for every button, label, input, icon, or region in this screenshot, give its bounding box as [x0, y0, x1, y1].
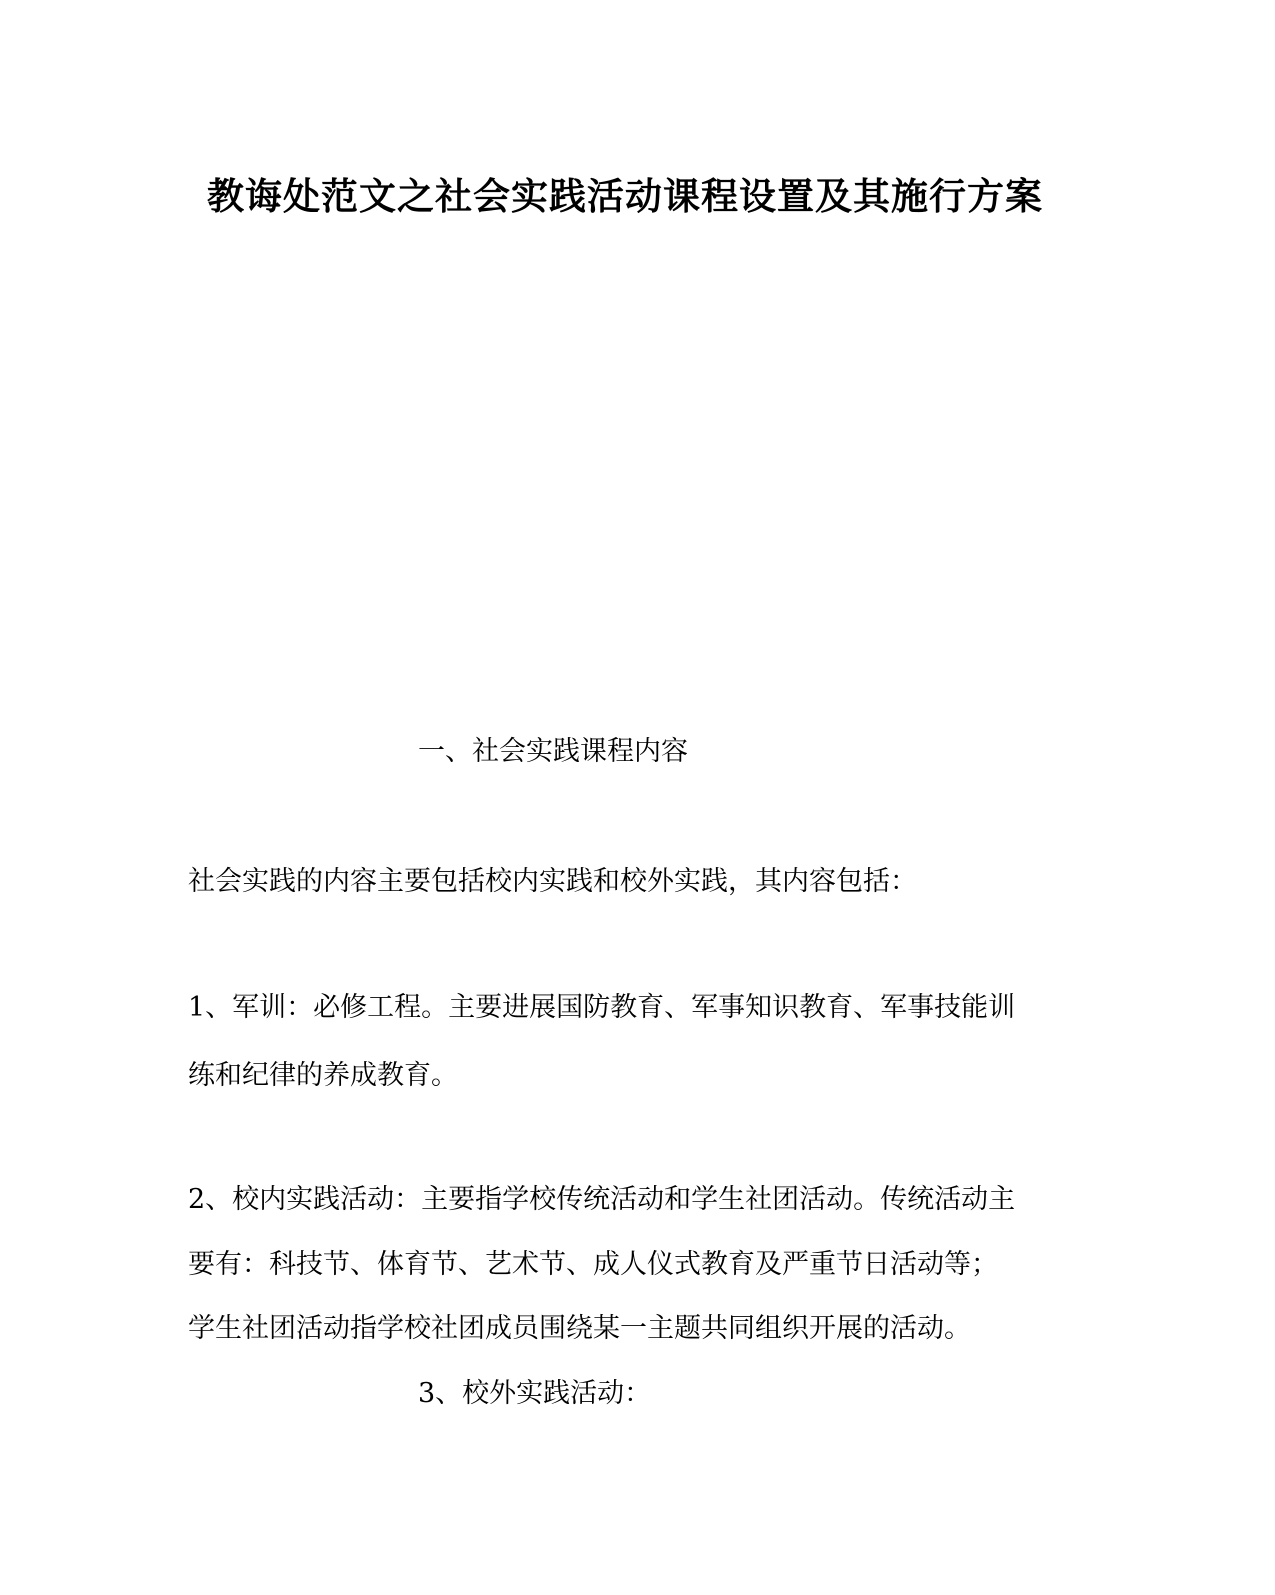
item-3-line-1: 3、校外实践活动： — [418, 1378, 652, 1409]
item-1-line-2: 练和纪律的养成教育。 — [188, 1060, 458, 1091]
section-heading: 一、社会实践课程内容 — [418, 736, 688, 767]
item-2-line-1: 2、校内实践活动：主要指学校传统活动和学生社团活动。传统活动主 — [188, 1184, 1016, 1215]
item-2-line-3: 学生社团活动指学校社团成员围绕某一主题共同组织开展的活动。 — [188, 1313, 971, 1344]
page-title: 教诲处范文之社会实践活动课程设置及其施行方案 — [207, 174, 1043, 218]
item-1-line-1: 1、军训：必修工程。主要进展国防教育、军事知识教育、军事技能训 — [188, 992, 1016, 1023]
intro-paragraph: 社会实践的内容主要包括校内实践和校外实践，其内容包括： — [188, 866, 917, 897]
item-2-line-2: 要有：科技节、体育节、艺术节、成人仪式教育及严重节日活动等； — [188, 1249, 998, 1280]
